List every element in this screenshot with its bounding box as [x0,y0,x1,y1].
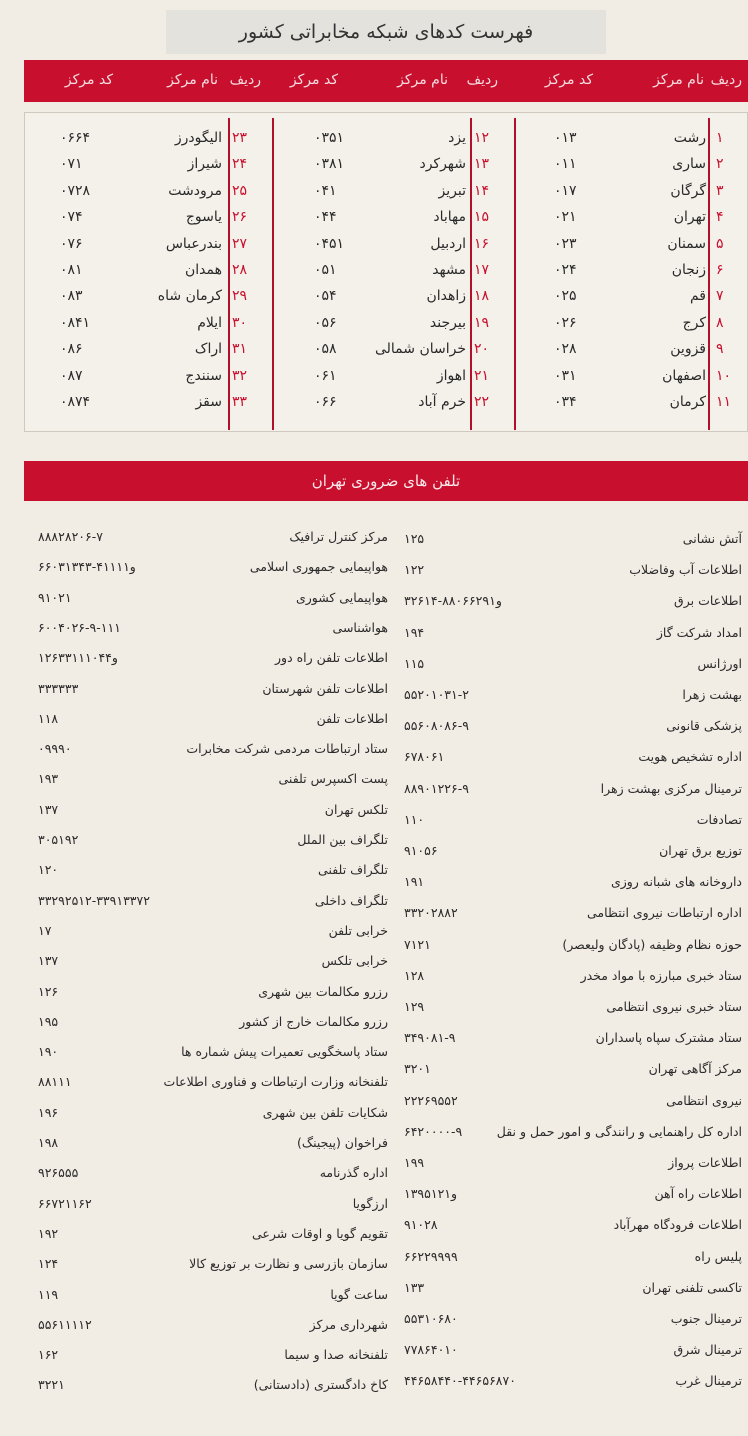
center-name: ایلام [197,314,222,331]
phone-number: ۵۵۳۱۰۶۸۰ [404,1311,458,1326]
phone-row [0,556,748,582]
center-code: ۰۶۱ [314,367,337,384]
codes-row [0,207,748,233]
phone-number: ۶۴۲۰۰۰۰-۹ [404,1123,463,1139]
phone-number: ۱۷ [38,922,52,938]
phone-label: رزرو مکالمات خارج از کشور [239,1013,388,1029]
phone-label: تلگراف بین الملل [297,832,388,847]
center-code: ۰۸۳ [60,288,83,305]
phone-number: ۳۴۹۰۸۱-۹ [404,1030,456,1046]
row-index: ۲۶ [232,209,248,226]
phone-row [0,1102,748,1128]
phone-number: ۵۵۶۱۱۱۱۲ [38,1316,92,1332]
header-idx-col1: ردیف [710,72,742,88]
phone-label: اطلاعات پرواز [668,1155,742,1170]
phone-label: ستاد خبری مبارزه با مواد مخدر [580,967,742,983]
phone-label: تصادفات [696,811,742,827]
row-index: ۱۶ [474,235,490,252]
center-code: ۰۶۶ [314,394,337,410]
row-index: ۲۹ [232,288,248,305]
center-name: تهران [673,209,706,226]
phone-number: ۷۷۸۶۴۰۱۰ [404,1342,458,1358]
phone-label: اطلاعات آب وفاضلاب [629,562,742,578]
phone-row [0,587,748,613]
header-idx-col2: ردیف [466,72,498,88]
phone-row [0,1132,748,1158]
row-index: ۳۰ [232,314,248,331]
phone-number: ۱۲۴ [38,1256,59,1272]
phone-number: ۶۶۲۲۹۹۹۹ [404,1248,458,1264]
phone-label: مرکز آگاهی تهران [648,1061,742,1077]
phone-label: اطلاعات فرودگاه مهرآباد [613,1217,742,1233]
center-code: ۰۲۸ [554,341,577,358]
phone-number: ۱۹۹ [404,1155,425,1170]
phone-row [0,1071,748,1097]
phone-number: ۱۳۷ [38,801,59,817]
phone-label: اطلاعات تلفن راه دور [275,650,388,666]
center-code: ۰۸۱ [60,262,83,278]
phone-row [0,1374,748,1400]
center-code: ۰۲۴ [554,262,577,278]
phone-label: توزیع برق تهران [659,843,742,858]
phone-number: ۳۲۲۱ [38,1377,65,1393]
phone-label: اطلاعات تلفن [316,710,388,726]
phone-label: پزشکی قانونی [666,718,742,734]
phone-number: ۳۳۲۰۲۸۸۲ [404,905,458,921]
phone-label: شکایات تلفن بین شهری [262,1104,388,1120]
center-code: ۰۷۶ [60,235,83,252]
phone-label: ستاد ارتباطات مردمی شرکت مخابرات [186,741,388,757]
phone-row [0,1344,748,1370]
center-code: ۰۳۵۱ [314,130,345,146]
phone-label: سازمان بازرسی و نظارت بر توزیع کالا [189,1256,388,1272]
phone-number: ۶۰۰۴۰۲۶-۹-۱۱۱ [38,619,121,635]
phone-label: فراخوان (پیجینگ) [297,1135,388,1150]
phone-label: هواپیمایی کشوری [295,589,388,605]
row-index: ۲۵ [232,182,248,199]
phone-row [0,859,748,885]
phone-label: آتش نشانی [682,531,742,546]
phone-number: ۱۹۶ [38,1104,59,1120]
codes-table-header [24,60,748,102]
center-code: ۰۸۷۴ [60,394,91,410]
center-code: ۰۲۱ [554,209,577,226]
phone-label: داروخانه های شبانه روزی [610,874,742,890]
center-name: گرگان [670,182,706,199]
phone-number: ۹۲۶۵۵۵ [38,1165,79,1181]
phone-number: ۱۹۸ [38,1135,59,1150]
center-name: اراک [194,341,222,358]
phone-number: ۰۹۹۹۰ [38,741,72,757]
center-name: بندرعباس [165,235,222,252]
center-name: ساری [672,156,706,173]
center-code: ۰۳۸۱ [314,156,345,173]
phone-number: ۱۲۸ [404,967,425,983]
header-code-col1: کد مرکز [544,72,593,88]
center-code: ۰۱۷ [554,182,577,199]
phone-number: ۹۱۰۲۱ [38,589,72,605]
row-index: ۱۳ [474,156,490,173]
header-idx-col3: ردیف [229,72,261,88]
phone-label: پلیس راه [694,1248,742,1264]
phone-number: ۱۳۷ [38,953,59,969]
phone-label: ترمینال جنوب [670,1311,742,1326]
codes-row [0,366,748,392]
codes-row [0,128,748,154]
phone-number: ۱۱۸ [38,710,59,726]
center-code: ۰۵۴ [314,288,337,305]
codes-row [0,286,748,312]
header-name-col2: نام مرکز [397,72,448,88]
phone-number: ۵۵۲۰۱۰۳۱-۲ [404,687,469,702]
phone-row [0,1314,748,1340]
row-index: ۳۱ [232,341,248,358]
center-code: ۰۱۱ [554,156,577,173]
phone-number: ۱۲۵ [404,531,425,546]
center-code: ۰۸۶ [60,341,83,358]
phone-label: ساعت گویا [330,1286,388,1302]
row-index: ۱۸ [474,288,490,305]
codes-row [0,313,748,339]
phone-label: پست اکسپرس تلفنی [278,771,388,787]
center-code: ۰۳۴ [554,394,577,410]
phone-label: کاخ دادگستری (دادستانی) [253,1377,388,1393]
phone-label: هواپیمایی جمهوری اسلامی [249,559,388,575]
row-index: ۸ [716,314,724,331]
phone-label: ستاد خبری نیروی انتظامی [606,999,742,1014]
row-index: ۵ [716,235,724,252]
phone-row [0,738,748,764]
phone-number: ۶۶۰۳۱۳۴۳-۴و۱۱۱۱ [38,559,136,575]
row-index: ۲۸ [232,262,248,278]
center-name: زنجان [671,262,706,278]
row-index: ۲۱ [474,367,490,384]
center-name: اهواز [436,367,466,384]
phone-row [0,1193,748,1219]
row-index: ۲۲ [474,394,490,410]
phone-label: ترمینال غرب [675,1373,742,1389]
phone-row [0,950,748,976]
phone-label: رزرو مکالمات بین شهری [258,983,388,999]
phone-row [0,708,748,734]
phone-label: خرابی تلکس [321,953,388,969]
phone-number: ۶۷۸۰۶۱ [404,749,445,765]
phone-label: تقویم گویا و اوقات شرعی [252,1225,388,1241]
phone-label: ترمینال شرق [673,1342,742,1358]
phone-label: اداره کل راهنمایی و رانندگی و امور حمل و نقل [496,1123,742,1139]
phone-number: ۲۲۲۶۹۵۵۲ [404,1092,458,1108]
phone-number: ۱۲۹ [404,999,425,1014]
center-code: ۰۴۱ [314,182,337,199]
phone-number: ۱۶۲ [38,1347,59,1363]
phone-number: ۱۹۵ [38,1013,59,1029]
phone-number: ۱۲۶و۳۳۱۱۱۰۴۴ [38,650,118,666]
phone-label: ستاد مشترک سپاه پاسداران [595,1030,742,1046]
phone-row [0,1041,748,1067]
center-name: زاهدان [426,288,466,305]
center-code: ۰۷۱ [60,156,83,173]
phone-number: ۳۲۶۱و۸۸۰۶۶۲۹۱-۴ [404,593,502,609]
phone-label: تاکسی تلفنی تهران [642,1279,742,1295]
row-index: ۱۰ [716,367,732,384]
phone-row [0,1011,748,1037]
phone-row [0,920,748,946]
row-index: ۲۷ [232,235,248,252]
phone-label: تلفنخانه صدا و سیما [284,1347,388,1363]
center-name: همدان [185,262,222,278]
center-code: ۰۵۱ [314,262,337,278]
phone-number: ۱۱۹ [38,1286,59,1302]
codes-row [0,260,748,286]
center-name: اردبیل [430,235,466,252]
center-name: الیگودرز [174,130,222,146]
center-name: کرمان شاه [157,288,222,305]
phone-label: تلگراف داخلی [314,892,388,908]
center-code: ۰۳۱ [554,367,577,384]
center-name: تبریز [438,182,466,199]
phone-number: ۶۶۷۲۱۱۶۲ [38,1195,92,1211]
phone-number: ۵۵۶۰۸۰۸۶-۹ [404,718,469,734]
codes-row [0,392,748,418]
center-code: ۰۴۴ [314,209,337,226]
header-code-col3: کد مرکز [64,72,113,88]
phones-title: تلفن های ضروری تهران [311,472,461,490]
codes-row [0,181,748,207]
center-code: ۰۲۵ [554,288,577,305]
row-index: ۱۹ [474,314,490,331]
center-name: مشهد [432,262,466,278]
center-code: ۰۸۷ [60,367,83,384]
phone-number: ۱۳۹و۵۱۲۱ [404,1186,458,1202]
codes-row [0,339,748,365]
center-code: ۰۲۳ [554,235,577,252]
phone-number: ۱۹۴ [404,624,425,640]
phone-label: اطلاعات تلفن شهرستان [262,680,388,696]
phone-label: بهشت زهرا [682,687,742,702]
row-index: ۱۵ [474,209,490,226]
row-index: ۳ [716,182,724,199]
header-name-col1: نام مرکز [653,72,704,88]
phone-label: اطلاعات راه آهن [654,1186,742,1202]
page-title-box [166,10,606,54]
phone-number: ۳۳۳۳۳۳ [38,680,79,696]
row-index: ۲۰ [474,341,490,358]
phone-label: اطلاعات برق [674,593,742,609]
row-index: ۶ [716,262,724,278]
phone-number: ۹۱۰۲۸ [404,1217,438,1233]
phone-row [0,526,748,552]
phone-row [0,768,748,794]
phone-number: ۷۱۲۱ [404,936,431,952]
center-name: کرمان [669,394,706,410]
row-index: ۲۴ [232,156,248,173]
phone-number: ۱۹۰ [38,1044,59,1060]
center-name: بیرجند [429,314,466,331]
phone-number: ۱۲۲ [404,562,425,578]
phone-number: ۱۹۲ [38,1225,59,1241]
row-index: ۲۳ [232,130,248,146]
row-index: ۹ [716,341,724,358]
phone-number: ۳۰۵۱۹۲ [38,832,79,847]
phone-label: نیروی انتظامی [666,1092,742,1108]
center-code: ۰۲۶ [554,314,577,331]
phone-label: اداره تشخیص هویت [638,749,742,765]
phone-number: ۳۲۰۱ [404,1061,431,1077]
phone-label: اداره گذرنامه [319,1165,388,1181]
row-index: ۷ [716,288,724,305]
row-index: ۱۱ [716,394,732,410]
center-name: شیراز [187,156,222,173]
center-name: سقز [195,394,222,410]
phone-label: هواشناسی [332,619,388,635]
center-name: قم [689,288,706,305]
phone-number: ۸۸۹۰۱۲۲۶-۹ [404,780,469,796]
center-code: ۰۵۶ [314,314,337,331]
phone-number: ۳۳۲۹۲۵۱۲-۳۳۹۱۳۳۷۲ [38,892,150,908]
center-name: مرودشت [168,182,222,199]
row-index: ۳۳ [232,394,248,410]
phone-number: ۱۹۳ [38,771,59,787]
page-title: فهرست کدهای شبکه مخابراتی کشور [238,21,534,43]
phone-number: ۹۱۰۵۶ [404,843,438,858]
phone-label: حوزه نظام وظیفه (پادگان ولیعصر) [562,936,742,952]
row-index: ۱۷ [474,262,490,278]
center-name: قزوین [670,341,706,358]
phone-row [0,1284,748,1310]
center-name: خراسان شمالی [374,341,466,358]
phone-number: ۱۲۶ [38,983,59,999]
phone-label: اورژانس [697,655,742,671]
row-index: ۲ [716,156,724,173]
center-name: سمنان [667,235,706,252]
phone-number: ۱۳۳ [404,1279,425,1295]
center-name: یاسوج [185,209,222,226]
phone-number: ۱۱۰ [404,811,425,827]
phone-row [0,647,748,673]
center-code: ۰۱۳ [554,130,577,146]
center-name: شهرکرد [419,156,466,173]
phone-label: امداد شرکت گاز [656,624,742,640]
center-name: اصفهان [662,367,706,384]
center-code: ۰۷۴ [60,209,83,226]
phone-label: تلگراف تلفنی [318,862,388,878]
header-name-col3: نام مرکز [167,72,218,88]
center-code: ۰۷۲۸ [60,182,91,199]
phone-label: تلکس تهران [324,801,388,817]
center-name: رشت [673,130,706,146]
phone-number: ۱۹۱ [404,874,425,890]
center-code: ۰۸۴۱ [60,314,91,331]
center-name: کرج [682,314,706,331]
phone-number: ۴۴۶۵۸۴۴۰-۴۴۶۵۶۸۷۰ [404,1373,516,1389]
phone-row [0,829,748,855]
center-name: سنندج [185,367,222,384]
phone-row [0,617,748,643]
phone-label: مرکز کنترل ترافیک [289,529,388,544]
phone-label: خرابی تلفن [328,922,388,938]
phones-section-header [24,461,748,501]
phone-row [0,1223,748,1249]
phone-row [0,1253,748,1279]
codes-row [0,154,748,180]
center-name: مهاباد [433,209,466,226]
center-name: یزد [448,130,466,146]
center-code: ۰۴۵۱ [314,235,345,252]
phone-label: اداره ارتباطات نیروی انتظامی [587,905,742,921]
phone-row [0,981,748,1007]
row-index: ۱ [716,130,724,146]
phone-row [0,799,748,825]
center-name: خرم آباد [418,394,466,410]
phone-label: ترمینال مرکزی بهشت زهرا [600,780,742,796]
phone-label: تلفنخانه وزارت ارتباطات و فناوری اطلاعات [163,1074,388,1090]
row-index: ۱۴ [474,182,490,199]
center-code: ۰۵۸ [314,341,337,358]
phone-row [0,678,748,704]
phone-label: شهرداری مرکز [309,1316,388,1332]
row-index: ۳۲ [232,367,248,384]
center-code: ۰۶۶۴ [60,130,91,146]
codes-row [0,234,748,260]
phone-number: ۱۱۵ [404,655,425,671]
phone-number: ۱۲۰ [38,862,59,878]
phone-label: ستاد پاسخگویی تعمیرات پیش شماره ها [181,1044,388,1060]
row-index: ۴ [716,209,724,226]
phone-label: ارزگویا [352,1195,388,1211]
header-code-col2: کد مرکز [289,72,338,88]
phone-row [0,890,748,916]
row-index: ۱۲ [474,130,490,146]
phone-number: ۸۸۱۱۱ [38,1074,72,1090]
phone-number: ۸۸۸۲۸۲۰۶-۷ [38,529,103,544]
phone-row [0,1162,748,1188]
